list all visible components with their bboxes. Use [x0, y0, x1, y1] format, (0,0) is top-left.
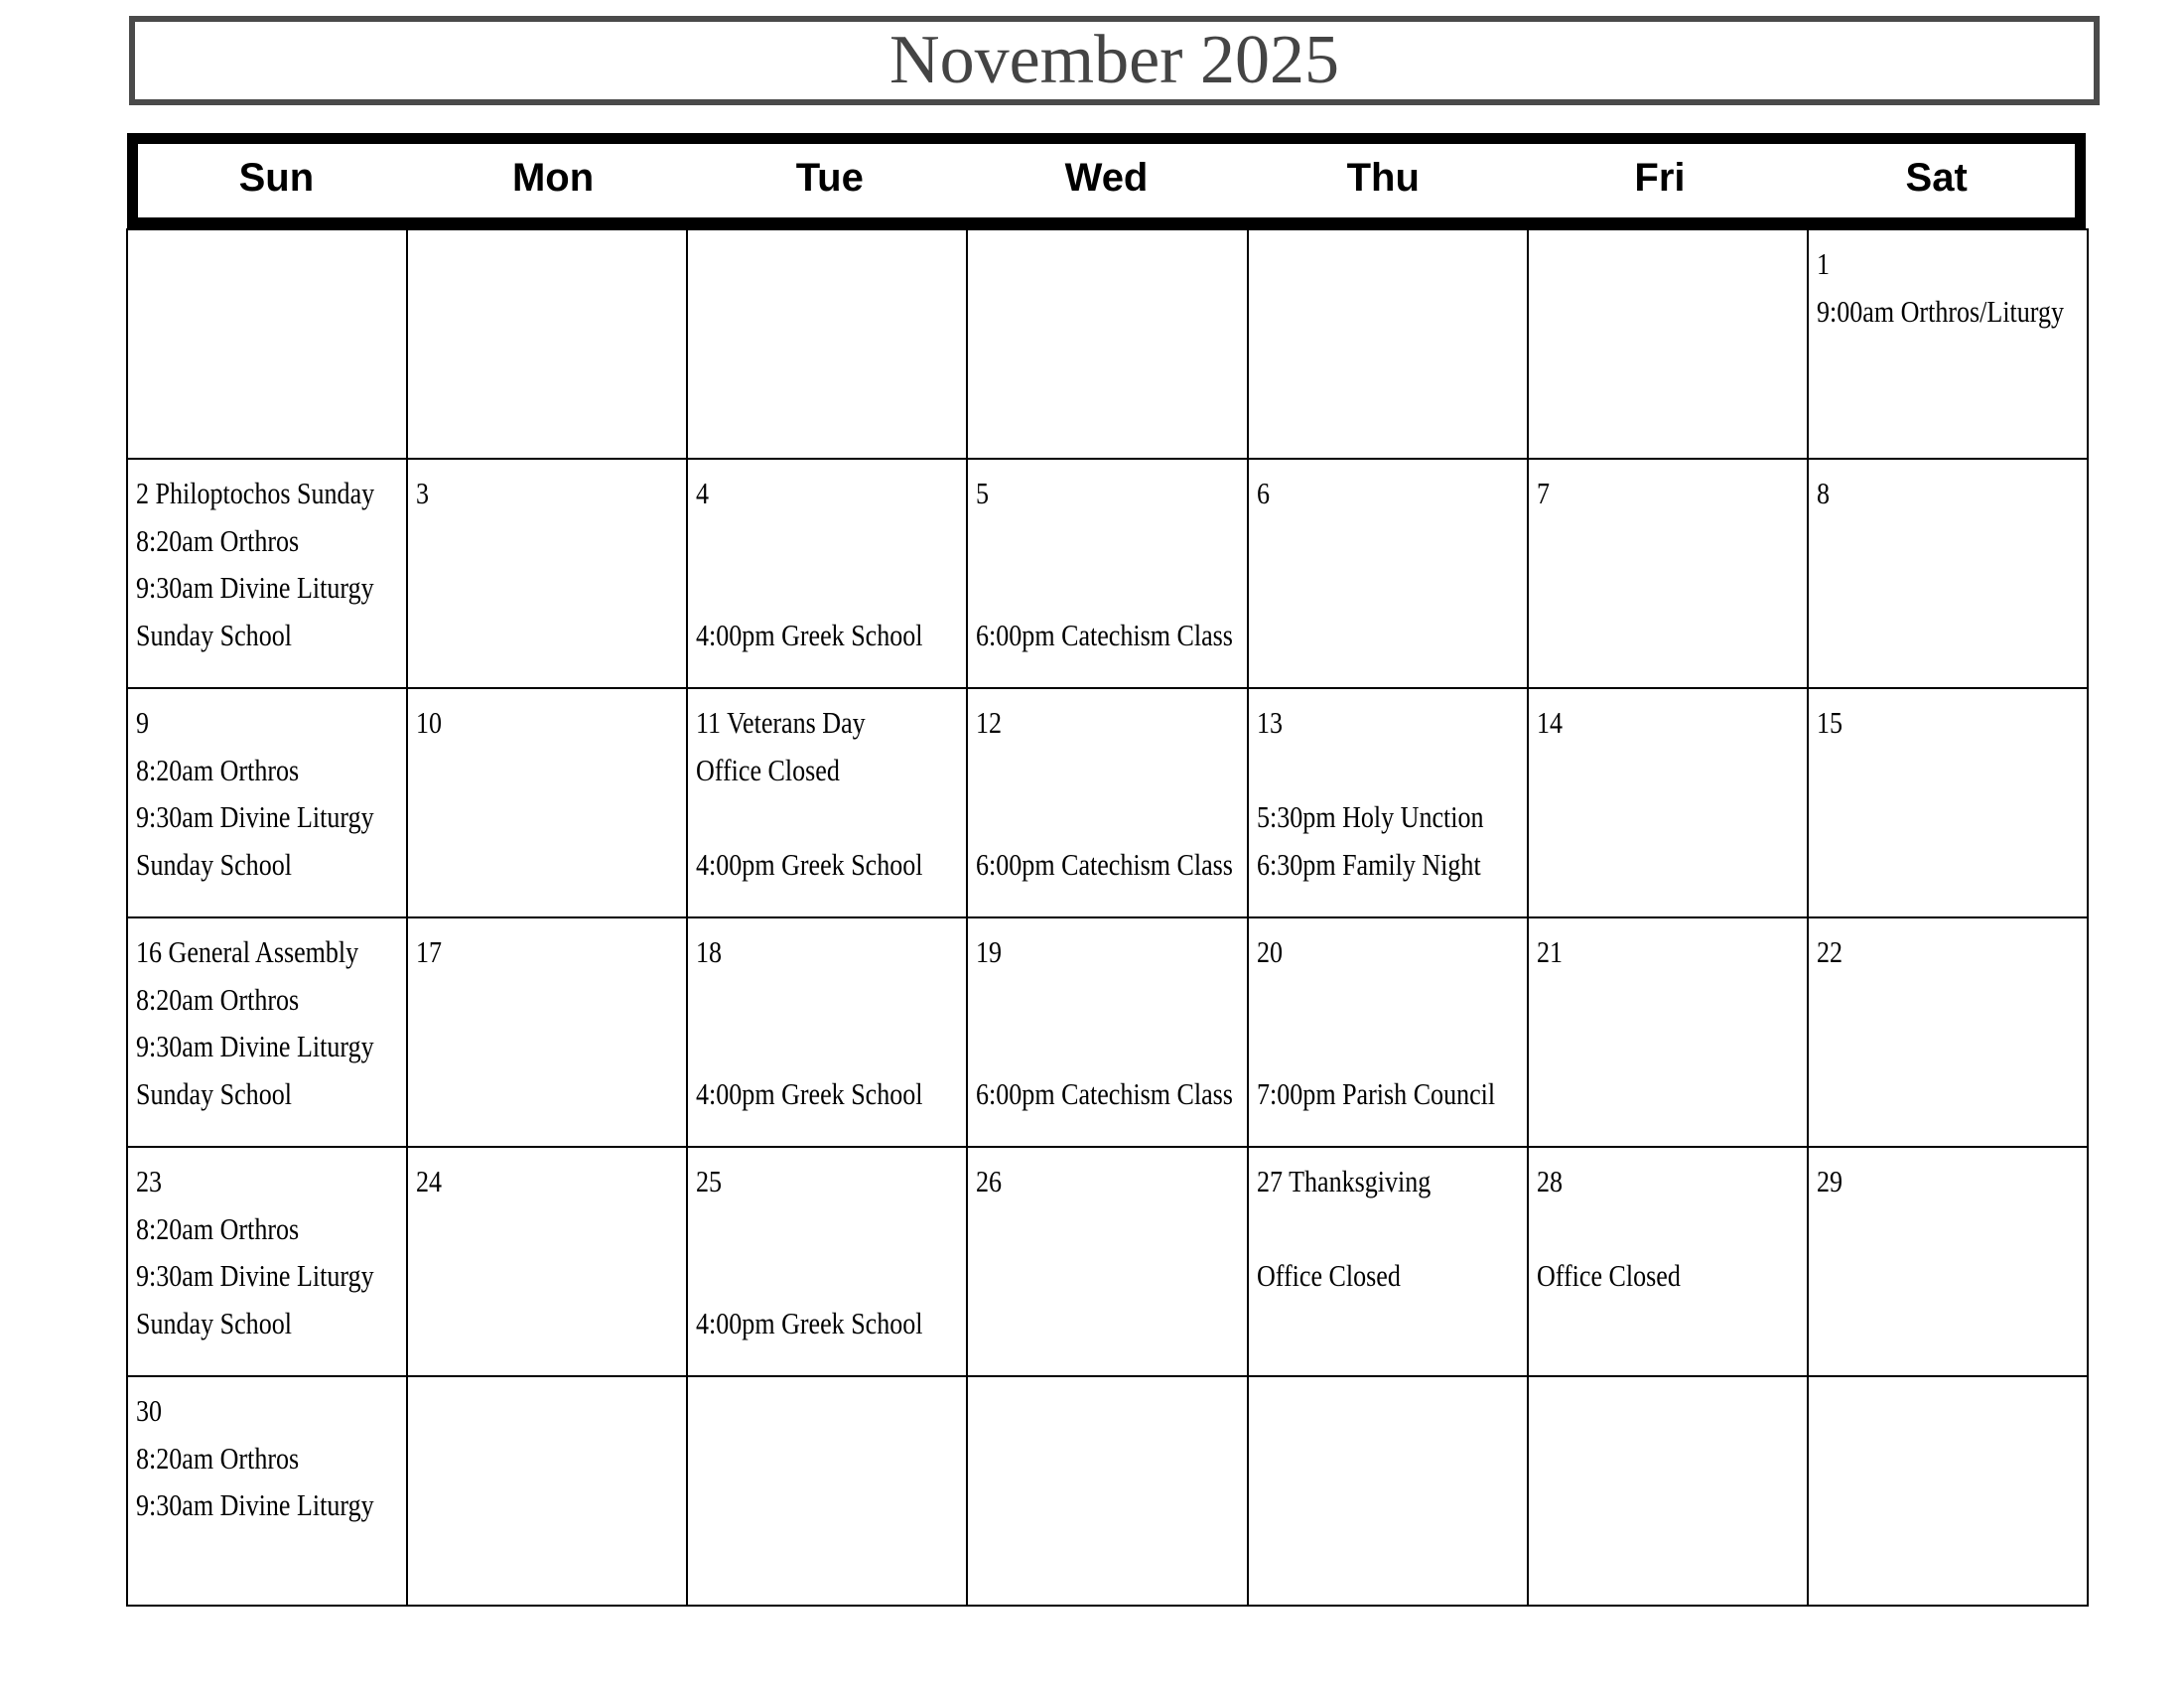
day-cell: [1529, 689, 1809, 918]
event-text: [976, 797, 1203, 845]
event-text: 9:30am Divine Liturgy: [136, 1487, 374, 1522]
event-text: 7:00pm Parish Council: [1256, 1075, 1495, 1111]
day-cell: [408, 689, 688, 918]
day-number-label: 20: [1256, 934, 1283, 969]
day-number-label: 30: [136, 1393, 163, 1428]
event-text: [976, 568, 1203, 616]
day-number-label: 11 Veterans Day: [696, 705, 866, 740]
event-text: Office Closed: [696, 752, 841, 787]
day-number-label: 6: [1256, 476, 1270, 510]
event-text: [696, 1256, 923, 1304]
day-cell: [1249, 918, 1529, 1148]
event-text: [1257, 980, 1484, 1028]
day-number-label: 15: [1816, 705, 1843, 740]
empty-day-cell: [408, 230, 688, 460]
event-text: 9:00am Orthros/Liturgy: [1816, 293, 2064, 329]
day-number-label: 26: [976, 1164, 1003, 1198]
day-cell: [968, 460, 1248, 689]
event-text: Sunday School: [136, 1305, 292, 1340]
event-text: 9:30am Divine Liturgy: [136, 570, 374, 605]
event-text: 6:30pm Family Night: [1256, 846, 1481, 882]
empty-day-cell: [1809, 1377, 2089, 1607]
day-cell: [688, 689, 968, 918]
day-number-label: 19: [976, 934, 1003, 969]
weekday-sun: Sun: [238, 155, 315, 200]
day-cell: [1809, 230, 2089, 460]
event-text: Sunday School: [136, 617, 292, 652]
day-number-label: 18: [696, 934, 723, 969]
day-number-label: 3: [416, 476, 430, 510]
day-number-label: 5: [976, 476, 990, 510]
day-number-label: 4: [696, 476, 710, 510]
empty-day-cell: [968, 230, 1248, 460]
day-number-label: 2 Philoptochos Sunday: [136, 476, 375, 510]
event-text: [696, 797, 923, 845]
weekday-tue: Tue: [795, 155, 864, 200]
day-number-label: 27 Thanksgiving: [1256, 1164, 1431, 1198]
day-number-label: 25: [696, 1164, 723, 1198]
day-cell: [1809, 1148, 2089, 1377]
empty-day-cell: [128, 230, 408, 460]
event-text: 8:20am Orthros: [136, 752, 300, 787]
day-cell: [1809, 918, 2089, 1148]
day-cell: [1809, 689, 2089, 918]
day-cell: [1809, 460, 2089, 689]
weekday-sat: Sat: [1905, 155, 1968, 200]
day-cell: [1529, 460, 1809, 689]
event-text: 8:20am Orthros: [136, 522, 300, 558]
day-number-label: 28: [1536, 1164, 1563, 1198]
day-number-label: 24: [416, 1164, 443, 1198]
empty-day-cell: [1249, 1377, 1529, 1607]
empty-day-cell: [1249, 230, 1529, 460]
day-cell: [128, 1377, 408, 1607]
day-cell: [688, 1148, 968, 1377]
event-text: Sunday School: [136, 1075, 292, 1111]
empty-day-cell: [1529, 1377, 1809, 1607]
day-number-label: 12: [976, 705, 1003, 740]
day-number-label: 8: [1816, 476, 1830, 510]
event-text: 8:20am Orthros: [136, 1210, 300, 1246]
day-cell: [408, 460, 688, 689]
day-cell: [408, 1148, 688, 1377]
event-text: [696, 568, 923, 616]
event-text: 9:30am Divine Liturgy: [136, 799, 374, 834]
day-cell: [1249, 1148, 1529, 1377]
day-cell: [1529, 1148, 1809, 1377]
month-title-box: [129, 16, 2100, 105]
day-number-label: 16 General Assembly: [136, 934, 359, 969]
day-cell: [968, 689, 1248, 918]
empty-day-cell: [1529, 230, 1809, 460]
day-number-label: 14: [1536, 705, 1563, 740]
month-title: November 2025: [889, 22, 1339, 98]
calendar-grid: [126, 228, 2089, 1607]
event-text: [696, 521, 923, 569]
event-text: [696, 980, 923, 1028]
event-text: 4:00pm Greek School: [696, 1075, 923, 1111]
event-text: [976, 751, 1203, 798]
day-number-label: 13: [1256, 705, 1283, 740]
day-cell: [408, 918, 688, 1148]
day-cell: [128, 918, 408, 1148]
empty-day-cell: [968, 1377, 1248, 1607]
day-number-label: 29: [1816, 1164, 1843, 1198]
event-text: 4:00pm Greek School: [696, 1305, 923, 1340]
weekday-header: [127, 133, 2086, 228]
event-text: 6:00pm Catechism Class: [976, 617, 1234, 652]
day-cell: [128, 1148, 408, 1377]
event-text: 8:20am Orthros: [136, 1440, 300, 1476]
day-number-label: 1: [1816, 246, 1830, 281]
event-text: 4:00pm Greek School: [696, 617, 923, 652]
day-number-label: 17: [416, 934, 443, 969]
day-cell: [688, 460, 968, 689]
day-cell: [968, 1148, 1248, 1377]
event-text: [1257, 1027, 1484, 1074]
event-text: [1257, 751, 1484, 798]
day-cell: [968, 918, 1248, 1148]
event-text: 4:00pm Greek School: [696, 846, 923, 882]
day-cell: [128, 689, 408, 918]
event-text: [976, 1027, 1203, 1074]
event-text: 6:00pm Catechism Class: [976, 846, 1234, 882]
event-text: 8:20am Orthros: [136, 981, 300, 1017]
day-cell: [1249, 460, 1529, 689]
day-cell: [688, 918, 968, 1148]
event-text: [1257, 1209, 1484, 1257]
event-text: [976, 521, 1203, 569]
event-text: Office Closed: [1256, 1258, 1401, 1293]
empty-day-cell: [408, 1377, 688, 1607]
event-text: 9:30am Divine Liturgy: [136, 1258, 374, 1293]
day-number-label: 7: [1536, 476, 1550, 510]
event-text: 5:30pm Holy Unction: [1256, 799, 1484, 834]
weekday-mon: Mon: [511, 155, 595, 200]
day-number-label: 23: [136, 1164, 163, 1198]
weekday-fri: Fri: [1634, 155, 1686, 200]
event-text: 9:30am Divine Liturgy: [136, 1029, 374, 1063]
event-text: [1537, 1209, 1764, 1257]
day-number-label: 22: [1816, 934, 1843, 969]
event-text: [696, 1209, 923, 1257]
event-text: Office Closed: [1536, 1258, 1681, 1293]
empty-day-cell: [688, 1377, 968, 1607]
event-text: [976, 980, 1203, 1028]
weekday-wed: Wed: [1064, 155, 1149, 200]
day-cell: [128, 460, 408, 689]
day-number-label: 21: [1536, 934, 1563, 969]
day-number-label: 9: [136, 705, 150, 740]
event-text: [696, 1027, 923, 1074]
weekday-thu: Thu: [1346, 155, 1420, 200]
day-cell: [1249, 689, 1529, 918]
day-cell: [1529, 918, 1809, 1148]
empty-day-cell: [688, 230, 968, 460]
day-number-label: 10: [416, 705, 443, 740]
event-text: Sunday School: [136, 846, 292, 882]
event-text: 6:00pm Catechism Class: [976, 1075, 1234, 1111]
